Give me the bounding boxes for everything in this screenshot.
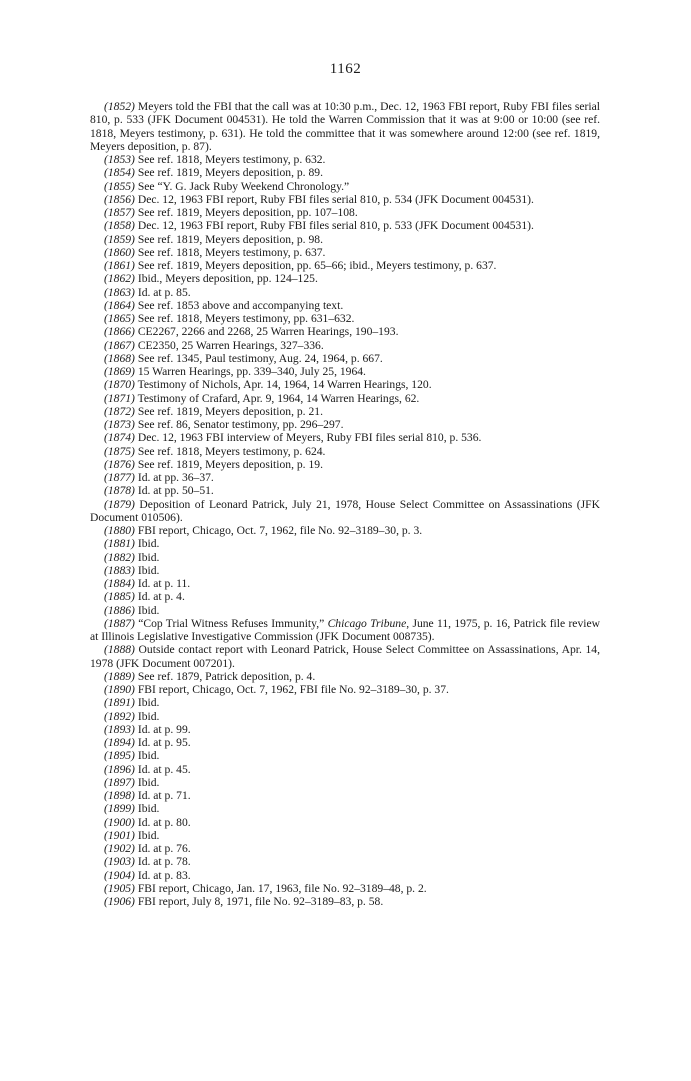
endnote <box>90 418 600 431</box>
endnote <box>90 564 600 577</box>
endnote-text: See ref. 1879, Patrick deposition, p. 4. <box>137 669 316 683</box>
endnote <box>90 458 600 471</box>
endnote <box>90 378 600 391</box>
endnote-number: (1881) <box>104 537 135 551</box>
endnote <box>90 339 600 352</box>
endnote <box>90 153 600 166</box>
endnote-number: (1875) <box>104 444 135 458</box>
endnote-number: (1865) <box>104 312 135 325</box>
endnote-text: CE2350, 25 Warren Hearings, 327–336. <box>137 338 324 352</box>
endnote-text: Ibid. <box>137 537 160 551</box>
endnote <box>90 365 600 378</box>
endnote <box>90 683 600 696</box>
endnote-number: (1871) <box>104 391 135 405</box>
endnote-text: Id. at p. 95. <box>137 736 191 749</box>
endnote-text: Id. at p. 80. <box>137 815 191 829</box>
endnote <box>90 855 600 868</box>
endnote-number: (1874) <box>104 431 135 445</box>
endnote <box>90 577 600 590</box>
endnote <box>90 498 600 525</box>
endnote-number: (1855) <box>104 179 135 193</box>
endnote-text: Id. at p. 76. <box>137 842 191 855</box>
endnote-number: (1889) <box>104 669 135 683</box>
endnote-text: Id. at p. 83. <box>137 868 191 882</box>
endnote-number: (1896) <box>104 762 135 776</box>
endnote-text: See ref. 1819, Meyers deposition, p. 21. <box>137 404 323 418</box>
endnote-number: (1870) <box>104 378 135 392</box>
endnotes-list <box>90 100 600 908</box>
endnote <box>90 590 600 603</box>
endnote-number: (1878) <box>104 484 135 498</box>
endnote <box>90 524 600 537</box>
endnote-number: (1898) <box>104 789 135 802</box>
endnote-number: (1892) <box>104 709 135 723</box>
endnote-text: Testimony of Nichols, Apr. 14, 1964, 14 Warren Hearings, 120. <box>137 378 432 392</box>
endnote-number: (1905) <box>104 881 135 895</box>
endnote-number: (1901) <box>104 828 135 842</box>
endnote-text: See ref. 1818, Meyers testimony, p. 624. <box>137 444 326 458</box>
endnote-number: (1859) <box>104 232 135 246</box>
endnote <box>90 180 600 193</box>
endnote <box>90 246 600 259</box>
endnote-text: Ibid. <box>137 709 160 723</box>
endnote-text: See ref. 1819, Meyers deposition, p. 89. <box>137 166 323 180</box>
endnote-number: (1887) <box>104 616 135 630</box>
endnote <box>90 816 600 829</box>
endnote-text: See ref. 1818, Meyers testimony, p. 632. <box>137 153 326 166</box>
endnote-text: See ref. 1819, Meyers deposition, pp. 107–108. <box>137 206 358 219</box>
endnote-number: (1862) <box>104 272 135 286</box>
endnote <box>90 776 600 789</box>
endnote <box>90 842 600 855</box>
endnote-number: (1857) <box>104 206 135 219</box>
endnote-number: (1880) <box>104 524 135 537</box>
endnote-text: See ref. 86, Senator testimony, pp. 296–297. <box>137 418 344 431</box>
endnote <box>90 352 600 365</box>
endnote <box>90 392 600 405</box>
endnote-number: (1867) <box>104 338 135 352</box>
endnote-text: Id. at pp. 36–37. <box>137 471 214 484</box>
endnote <box>90 551 600 564</box>
endnote-number: (1884) <box>104 577 135 590</box>
endnote-number: (1899) <box>104 802 135 816</box>
endnote-number: (1900) <box>104 815 135 829</box>
endnote <box>90 405 600 418</box>
endnote-text: Id. at p. 45. <box>137 762 191 776</box>
endnote-text: Dec. 12, 1963 FBI interview of Meyers, Ruby FBI files serial 810, p. 536. <box>137 431 482 445</box>
endnote-number: (1879) <box>104 497 135 511</box>
endnote-text: Outside contact report with Leonard Patrick, House Select Committee on Assassinations, Apr. 14, 1978 (JFK Document 007201). <box>90 643 600 670</box>
endnote-text: CE2267, 2266 and 2268, 25 Warren Hearings, 190–193. <box>137 325 399 339</box>
endnote-text: Dec. 12, 1963 FBI report, Ruby FBI files serial 810, p. 534 (JFK Document 004531). <box>137 192 534 206</box>
endnote-number: (1888) <box>104 643 135 657</box>
endnote-number: (1872) <box>104 404 135 418</box>
endnote <box>90 789 600 802</box>
endnote <box>90 882 600 895</box>
endnote-text: Ibid., Meyers deposition, pp. 124–125. <box>137 272 318 286</box>
endnote-number: (1873) <box>104 418 135 431</box>
endnote <box>90 193 600 206</box>
endnote-text: Id. at p. 71. <box>137 789 191 802</box>
endnote-text: Dec. 12, 1963 FBI report, Ruby FBI files serial 810, p. 533 (JFK Document 004531). <box>137 219 534 233</box>
endnote-text: Ibid. <box>137 802 160 816</box>
endnote <box>90 895 600 908</box>
endnote <box>90 445 600 458</box>
endnote-number: (1856) <box>104 192 135 206</box>
endnote-text: Id. at p. 99. <box>137 722 191 736</box>
endnote <box>90 537 600 550</box>
endnote-number: (1854) <box>104 166 135 180</box>
endnote <box>90 431 600 444</box>
endnote-text: Ibid. <box>137 775 160 789</box>
endnote-text: Ibid. <box>137 563 160 577</box>
endnote <box>90 219 600 232</box>
page-number: 1162 <box>329 61 362 77</box>
endnote <box>90 259 600 272</box>
endnote-text: FBI report, Chicago, Oct. 7, 1962, file No. 92–3189–30, p. 3. <box>137 524 423 537</box>
endnote <box>90 166 600 179</box>
endnote-text: Id. at p. 85. <box>137 285 191 299</box>
endnote <box>90 325 600 338</box>
endnote-text: Id. at pp. 50–51. <box>137 484 214 498</box>
endnote-number: (1895) <box>104 749 135 763</box>
endnote <box>90 670 600 683</box>
endnote-text: See ref. 1819, Meyers deposition, p. 98. <box>137 232 323 246</box>
endnote <box>90 710 600 723</box>
endnote <box>90 299 600 312</box>
endnote <box>90 617 600 644</box>
endnote-text: FBI report, Chicago, Oct. 7, 1962, FBI file No. 92–3189–30, p. 37. <box>137 683 449 696</box>
endnote <box>90 206 600 219</box>
endnote-number: (1869) <box>104 365 135 378</box>
endnote <box>90 869 600 882</box>
endnote-text: See “Y. G. Jack Ruby Weekend Chronology.” <box>137 179 350 193</box>
endnote-text: Id. at p. 4. <box>137 590 185 604</box>
endnote-text: Id. at p. 78. <box>137 855 191 869</box>
endnote <box>90 736 600 749</box>
endnote <box>90 272 600 285</box>
endnote-text: FBI report, Chicago, Jan. 17, 1963, file No. 92–3189–48, p. 2. <box>137 881 427 895</box>
endnote-number: (1882) <box>104 550 135 564</box>
endnote-text: Deposition of Leonard Patrick, July 21, 1978, House Select Committee on Assassinations (JFK Document 010506). <box>90 497 600 524</box>
endnote-text: Id. at p. 11. <box>137 577 191 590</box>
endnote-number: (1858) <box>104 219 135 233</box>
endnote-text: Testimony of Crafard, Apr. 9, 1964, 14 Warren Hearings, 62. <box>137 391 420 405</box>
endnote <box>90 802 600 815</box>
endnote-text: See ref. 1818, Meyers testimony, p. 637. <box>137 245 326 259</box>
endnote-number: (1864) <box>104 298 135 312</box>
endnote <box>90 286 600 299</box>
endnote <box>90 484 600 497</box>
endnote <box>90 763 600 776</box>
endnote-number: (1868) <box>104 351 135 365</box>
endnote <box>90 233 600 246</box>
endnote-text: See ref. 1819, Meyers deposition, pp. 65–66; ibid., Meyers testimony, p. 637. <box>137 259 497 272</box>
endnote-number: (1893) <box>104 722 135 736</box>
endnote <box>90 604 600 617</box>
endnote <box>90 643 600 670</box>
endnote-number: (1902) <box>104 842 135 855</box>
endnote-text: Ibid. <box>137 603 160 617</box>
endnote <box>90 749 600 762</box>
endnote-text: Ibid. <box>137 550 160 564</box>
endnote <box>90 829 600 842</box>
endnote-text: Ibid. <box>137 749 160 763</box>
endnote-text: See ref. 1819, Meyers deposition, p. 19. <box>137 457 323 471</box>
endnote-publication-title: Chicago Tribune <box>327 616 407 630</box>
endnote-text: Ibid. <box>137 696 160 710</box>
endnote-number: (1894) <box>104 736 135 749</box>
endnote-text: See ref. 1345, Paul testimony, Aug. 24, 1964, p. 667. <box>137 351 383 365</box>
endnote-number: (1886) <box>104 603 135 617</box>
endnote-number: (1861) <box>104 259 135 272</box>
endnote-text: See ref. 1853 above and accompanying text. <box>137 298 344 312</box>
endnote-text: Meyers told the FBI that the call was at 10:30 p.m., Dec. 12, 1963 FBI report, Ruby FBI files serial 810, p. 533 (JFK Document 004531). He told the Warren Commission that it was at 9:00 or 10:00 (see ref. 1818, Meyers testimony, p. 631). He told the committee that it was somewhere around 12:00 (see ref. 1819, Meyers deposition, p. 87). <box>90 100 600 153</box>
endnote-number: (1906) <box>104 895 135 908</box>
endnote <box>90 723 600 736</box>
endnote-text: “Cop Trial Witness Refuses Immunity,” <box>138 616 325 630</box>
endnote-number: (1891) <box>104 696 135 710</box>
endnote-number: (1852) <box>104 100 135 113</box>
endnote-number: (1883) <box>104 563 135 577</box>
endnote-number: (1903) <box>104 855 135 869</box>
endnote <box>90 312 600 325</box>
endnote-text: FBI report, July 8, 1971, file No. 92–3189–83, p. 58. <box>137 895 384 908</box>
endnote-number: (1890) <box>104 683 135 696</box>
endnote-text: Ibid. <box>137 828 160 842</box>
endnote-text: 15 Warren Hearings, pp. 339–340, July 25, 1964. <box>137 365 366 378</box>
endnote-number: (1885) <box>104 590 135 604</box>
endnote-text: See ref. 1818, Meyers testimony, pp. 631–632. <box>137 312 355 325</box>
endnote-number: (1860) <box>104 245 135 259</box>
endnote-number: (1877) <box>104 471 135 484</box>
endnote-number: (1863) <box>104 285 135 299</box>
endnote-number: (1866) <box>104 325 135 339</box>
endnote-number: (1904) <box>104 868 135 882</box>
endnote <box>90 100 600 153</box>
endnote-number: (1897) <box>104 775 135 789</box>
endnote-number: (1876) <box>104 457 135 471</box>
endnote-number: (1853) <box>104 153 135 166</box>
endnote <box>90 471 600 484</box>
endnote-text-continued: , June 11, 1975, p. 16, Patrick file review at Illinois Legislative Investigative Commission (JFK Document 008735). <box>90 616 600 643</box>
endnote <box>90 696 600 709</box>
